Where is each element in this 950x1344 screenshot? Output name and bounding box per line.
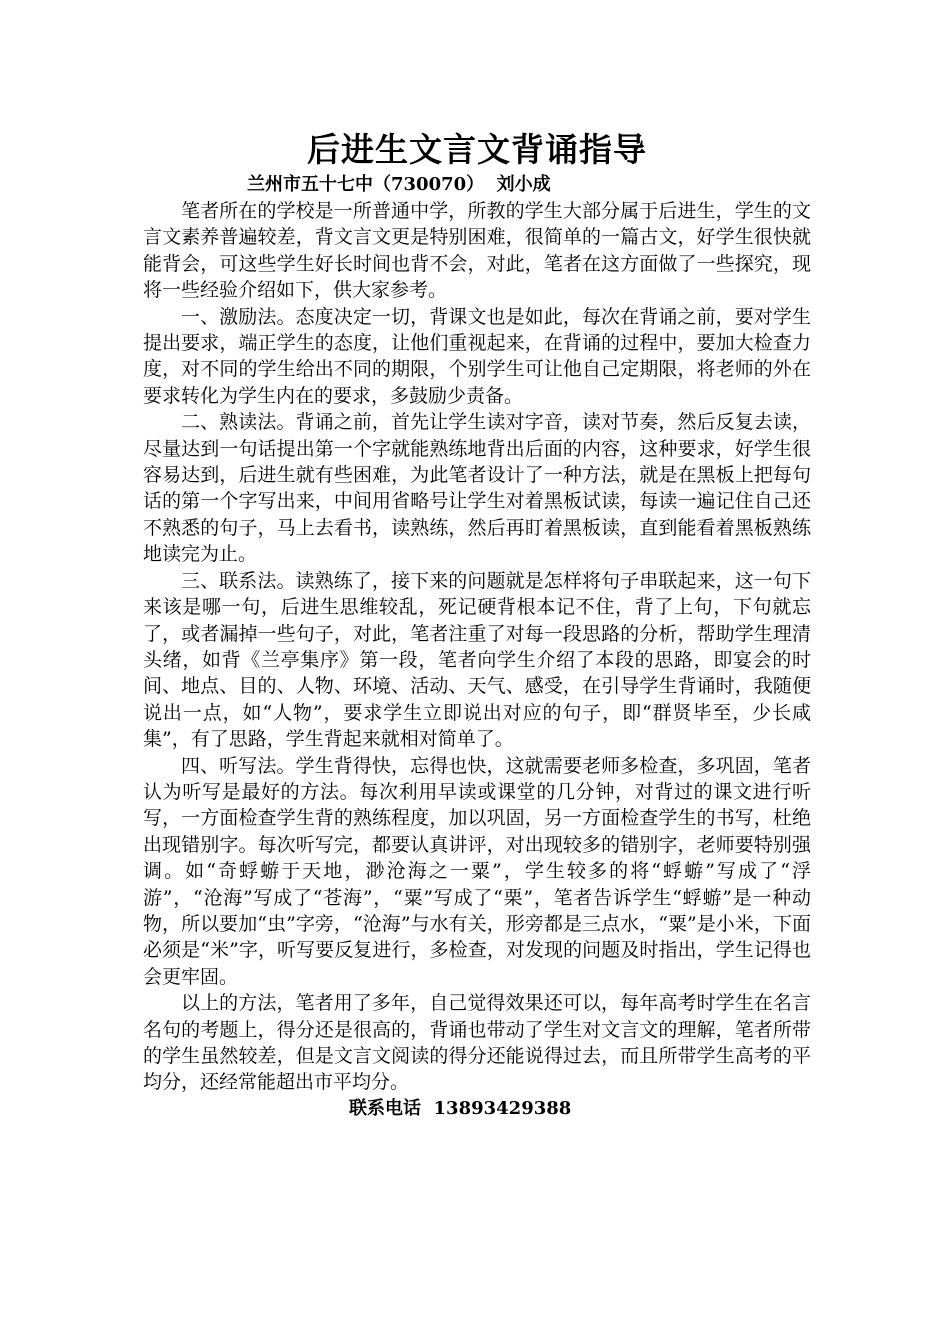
paragraph-method-3: 三、联系法。读熟练了，接下来的问题就是怎样将句子串联起来，这一句下来该是哪一句，后进生思维较乱，死记硬背根本记不住，背了上句，下句就忘了，或者漏掉一些句子，对此，笔者注重了对每一段思路的分析，帮助学生理清头绪，如背《兰亭集序》第一段，笔者向学生介绍了本段的思路，即宴会的时间、地点、目的、人物、环境、活动、天气、感受，在引导学生背诵时，我随便说出一点，如“人物”，要求学生立即说出对应的句子，即“群贤毕至，少长咸集”，有了思路，学生背起来就相对简单了。 xyxy=(143,569,811,751)
paragraph-method-1: 一、激励法。态度决定一切，背课文也是如此，每次在背诵之前，要对学生提出要求，端正学生的态度，让他们重视起来，在背诵的过程中，要加大检查力度，对不同的学生给出不同的期限，个别学生可让他自己定期限，将老师的外在要求转化为学生内在的要求，多鼓励少责备。 xyxy=(143,305,811,407)
article-title: 后进生文言文背诵指导 xyxy=(307,130,647,169)
contact-phone: 联系电话 13893429388 xyxy=(349,1097,572,1119)
paragraph-intro: 笔者所在的学校是一所普通中学，所教的学生大部分属于后进生，学生的文言文素养普遍较差，背文言文更是特别困难，很简单的一篇古文，好学生很快就能背会，可这些学生好长时间也背不会，对此，笔者在这方面做了一些探究，现将一些经验介绍如下，供大家参考。 xyxy=(143,200,811,302)
paragraph-method-2: 二、熟读法。背诵之前，首先让学生读对字音，读对节奏，然后反复去读，尽量达到一句话提出第一个字就能熟练地背出后面的内容，这种要求，好学生很容易达到，后进生就有些困难，为此笔者设计了一种方法，就是在黑板上把每句话的第一个字写出来，中间用省略号让学生对着黑板试读，每读一遍记住自己还不熟悉的句子，马上去看书，读熟练，然后再盯着黑板读，直到能看着黑板熟练地读完为止。 xyxy=(143,411,811,566)
paragraph-conclusion: 以上的方法，笔者用了多年，自己觉得效果还可以，每年高考时学生在名言名句的考题上，得分还是很高的，背诵也带动了学生对文言文的理解，笔者所带的学生虽然较差，但是文言文阅读的得分还能说得过去，而且所带学生高考的平均分，还经常能超出市平均分。 xyxy=(143,992,811,1094)
paragraph-method-4: 四、听写法。学生背得快，忘得也快，这就需要老师多检查，多巩固，笔者认为听写是最好的方法。每次利用早读或课堂的几分钟，对背过的课文进行听写，一方面检查学生背的熟练程度，加以巩固，另一方面检查学生的书写，杜绝出现错别字。每次听写完，都要认真讲评，对出现较多的错别字，老师要特别强调。如“奇蜉蝣于天地，渺沧海之一粟”，学生较多的将“蜉蝣”写成了“浮游”，“沧海”写成了“苍海”，“粟”写成了“栗”，笔者告诉学生“蜉蝣”是一种动物，所以要加“虫”字旁，“沧海”与水有关，形旁都是三点水，“粟”是小米，下面必须是“米”字，听写要反复进行，多检查，对发现的问题及时指出，学生记得也会更牢固。 xyxy=(143,754,811,988)
author-byline: 兰州市五十七中（730070） 刘小成 xyxy=(247,174,551,195)
document-page xyxy=(143,128,811,1122)
